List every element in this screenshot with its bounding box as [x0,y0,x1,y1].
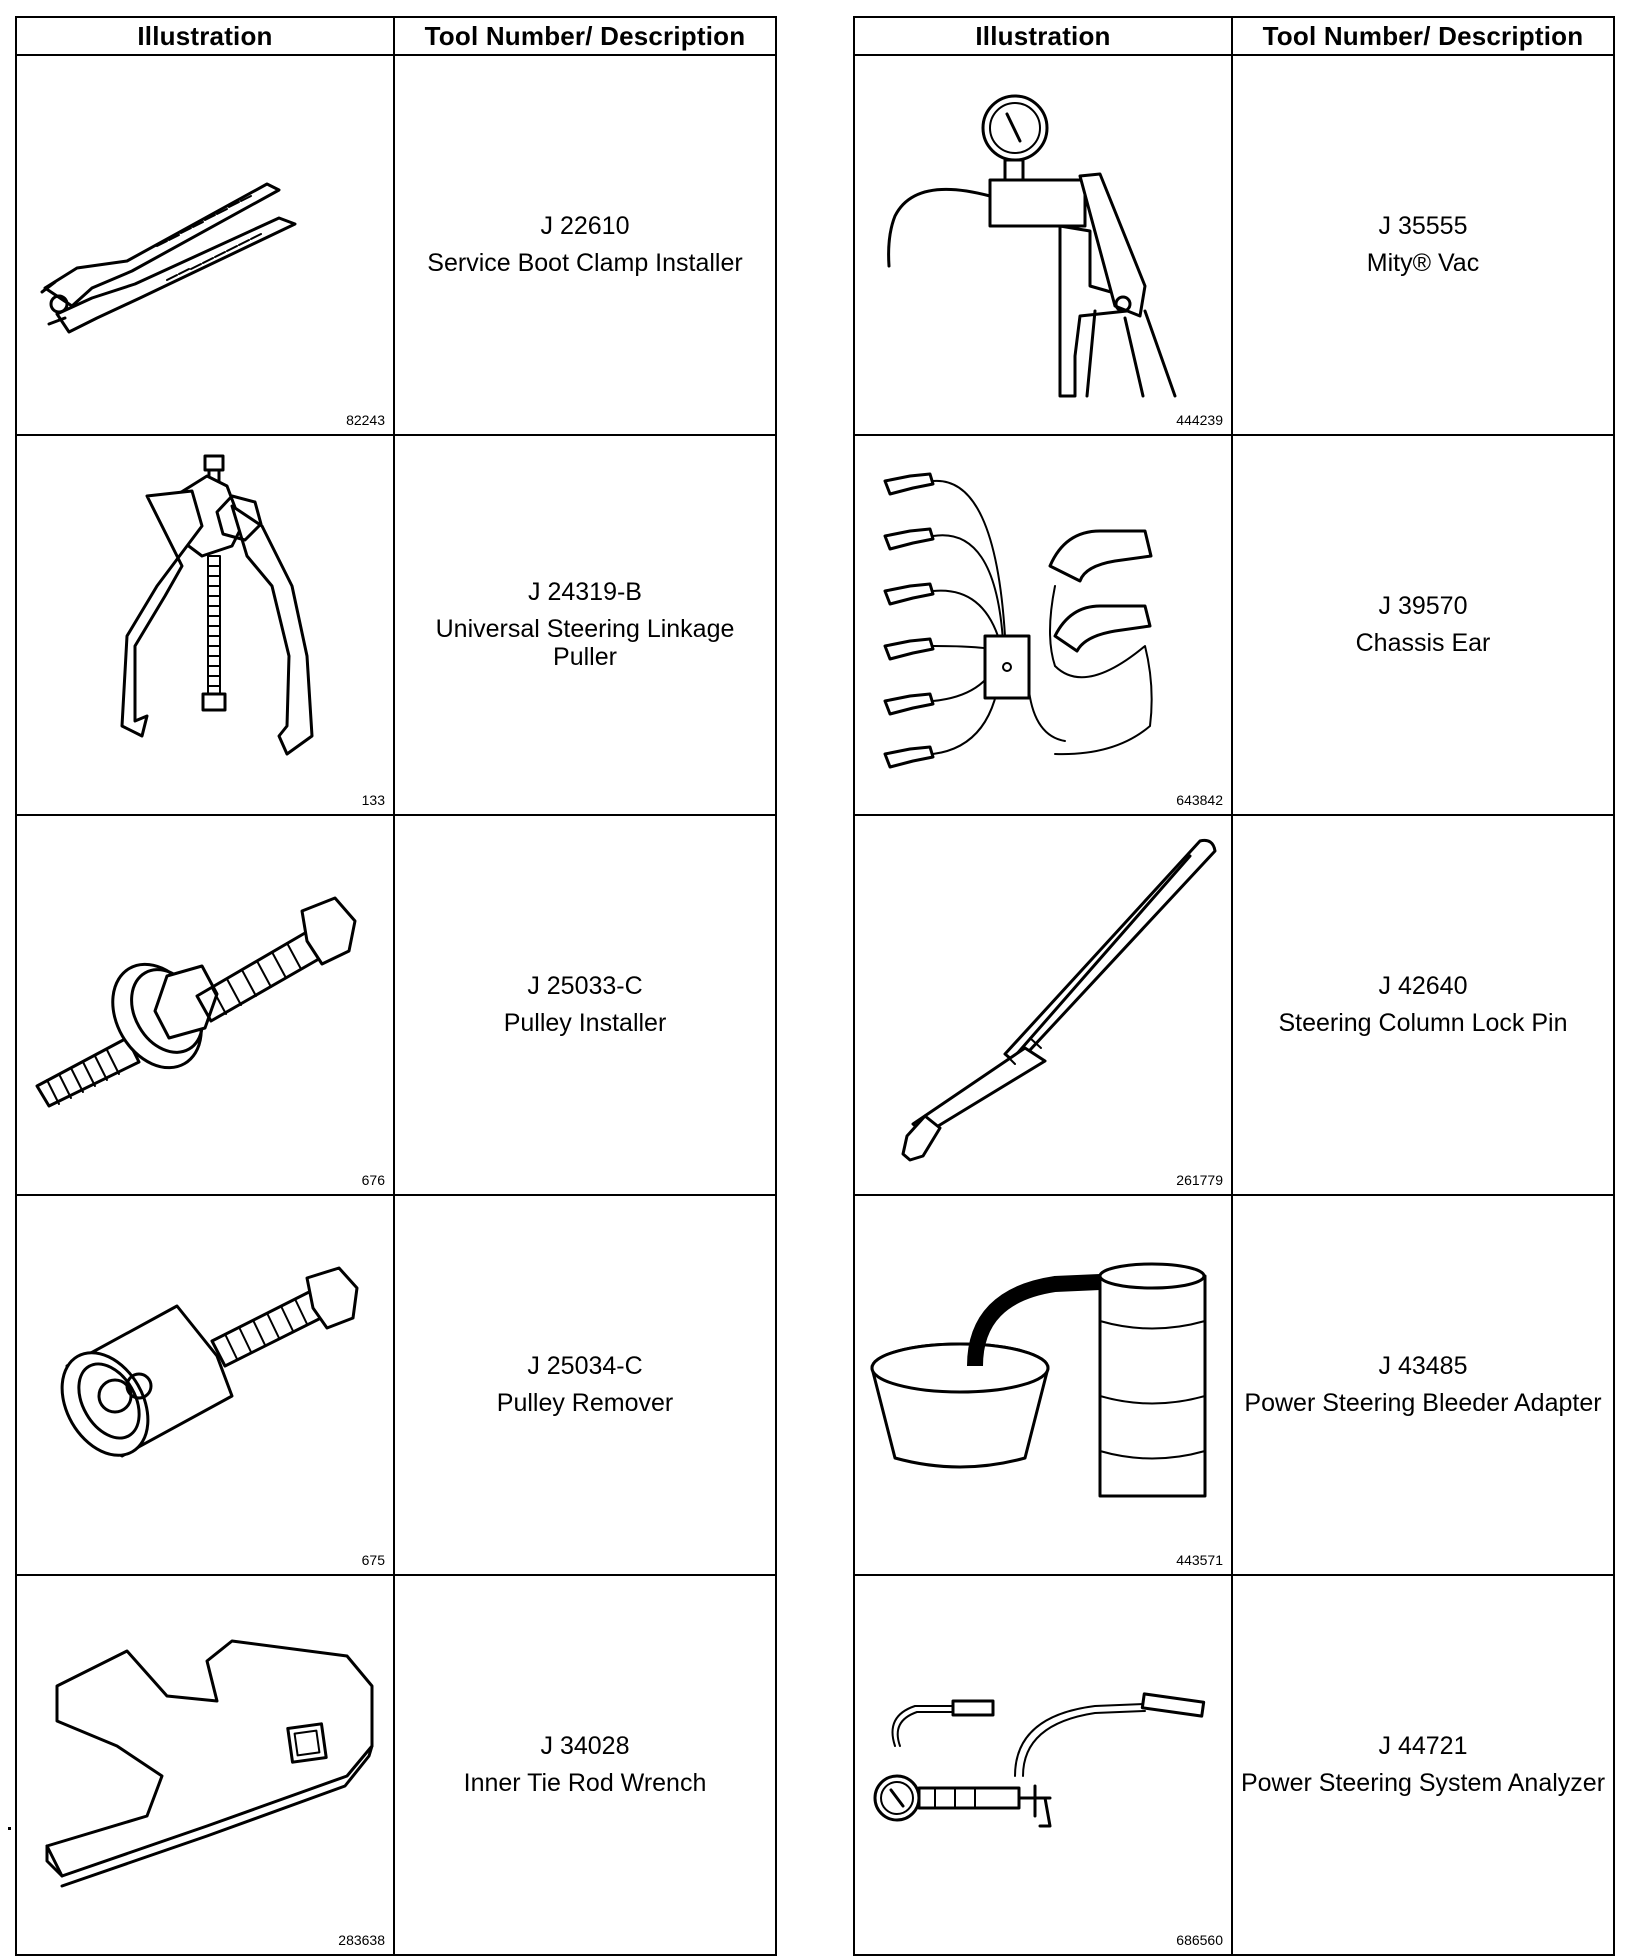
tool-number: J 34028 [540,1731,630,1760]
tool-number: J 22610 [540,211,630,240]
description-cell [1232,1195,1614,1575]
scan-speck [8,1827,11,1830]
tool-description: Pulley Remover [496,1389,674,1417]
tool-description: Steering Column Lock Pin [1278,1009,1568,1037]
tool-row [854,55,1614,435]
description-cell [394,435,776,815]
pulley-remover-icon [17,1196,395,1574]
figure-number: 444239 [1176,412,1223,428]
illustration-cell [854,55,1232,435]
boot-clamp-pliers-icon [17,56,395,434]
chassis-ear-icon [855,436,1233,814]
tool-number: J 35555 [1378,211,1468,240]
figure-number: 675 [361,1552,385,1568]
bleeder-adapter-icon [855,1196,1233,1574]
tool-table-right [853,16,1615,1956]
illustration-cell [854,1575,1232,1955]
tool-row [16,435,776,815]
illustration-cell [16,55,394,435]
tie-rod-wrench-icon [17,1576,395,1954]
tool-number: J 39570 [1378,591,1468,620]
lock-pin-icon [855,816,1233,1194]
tool-description: Power Steering System Analyzer [1240,1769,1606,1797]
tool-number: J 44721 [1378,1731,1468,1760]
illustration-cell [16,1195,394,1575]
figure-number: 643842 [1176,792,1223,808]
description-cell [394,1195,776,1575]
tool-description: Inner Tie Rod Wrench [463,1769,707,1797]
description-cell [1232,815,1614,1195]
tool-row [16,55,776,435]
header-row [16,17,776,55]
vacuum-pump-icon [855,56,1233,434]
tool-description: Universal Steering Linkage Puller [435,615,735,671]
tool-row [854,815,1614,1195]
description-cell [1232,435,1614,815]
tool-description: Service Boot Clamp Installer [427,249,743,277]
tool-row [16,815,776,1195]
tool-description: Chassis Ear [1355,629,1491,657]
figure-number: 261779 [1176,1172,1223,1188]
tool-number: J 25033-C [527,971,643,1000]
tool-row [854,435,1614,815]
tool-description: Pulley Installer [503,1009,667,1037]
figure-number: 82243 [346,412,385,428]
description-cell [394,55,776,435]
header-illustration: Illustration [16,17,394,55]
figure-number: 686560 [1176,1932,1223,1948]
tool-row [854,1195,1614,1575]
tool-number: J 43485 [1378,1351,1468,1380]
pulley-installer-icon [17,816,395,1194]
tool-row [16,1575,776,1955]
description-cell [394,1575,776,1955]
tool-number: J 42640 [1378,971,1468,1000]
description-cell [1232,55,1614,435]
illustration-cell [854,435,1232,815]
tool-row [16,1195,776,1575]
tool-number: J 24319-B [528,577,642,606]
illustration-cell [16,435,394,815]
linkage-puller-icon [17,436,395,814]
tool-number: J 25034-C [527,1351,643,1380]
figure-number: 283638 [338,1932,385,1948]
figure-number: 676 [361,1172,385,1188]
illustration-cell [854,1195,1232,1575]
tool-description: Mity® Vac [1366,249,1480,277]
header-tool-description: Tool Number/ Description [1232,17,1614,55]
tool-table-left [15,16,777,1956]
illustration-cell [854,815,1232,1195]
header-row [854,17,1614,55]
illustration-cell [16,815,394,1195]
header-illustration: Illustration [854,17,1232,55]
illustration-cell [16,1575,394,1955]
figure-number: 443571 [1176,1552,1223,1568]
figure-number: 133 [361,792,385,808]
tool-row [854,1575,1614,1955]
description-cell [394,815,776,1195]
tool-description: Power Steering Bleeder Adapter [1244,1389,1602,1417]
header-tool-description: Tool Number/ Description [394,17,776,55]
description-cell [1232,1575,1614,1955]
system-analyzer-icon [855,1576,1233,1954]
